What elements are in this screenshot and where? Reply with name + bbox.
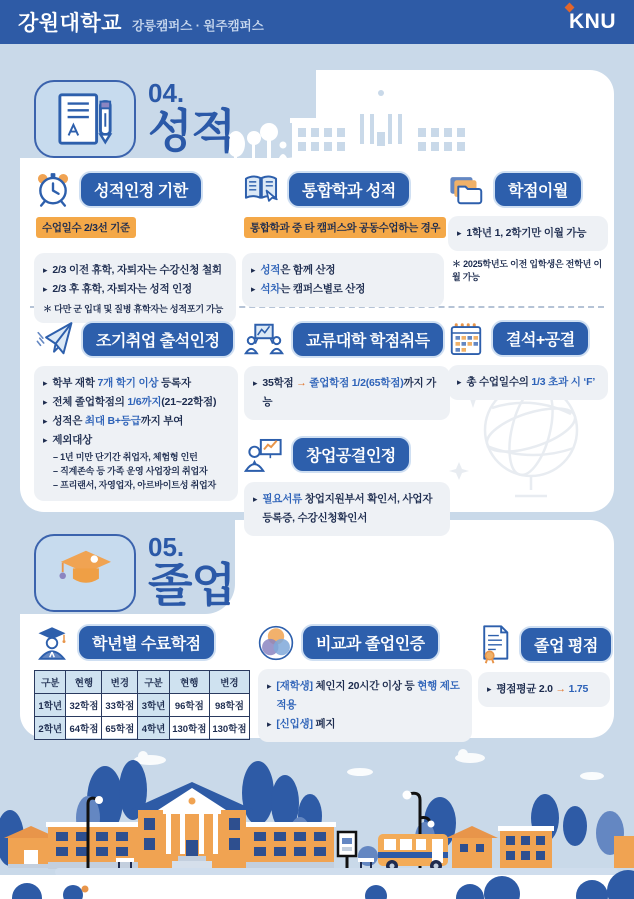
certificate-icon — [478, 624, 512, 664]
table-cell: 130학점 — [209, 717, 249, 740]
table-cell: 32학점 — [66, 694, 102, 717]
col-header: 현행 — [66, 671, 102, 694]
bullet-box — [258, 669, 472, 742]
section-grades — [20, 70, 614, 524]
campus-illustration — [0, 738, 634, 899]
graduation-cap-icon — [34, 534, 136, 612]
card-early-employment — [34, 320, 238, 501]
list-item: ▸ 석차는 캠퍼스별로 산정 — [251, 280, 435, 299]
card-title-badge: 졸업 평점 — [519, 626, 613, 663]
card-title-badge: 교류대학 학점취득 — [291, 321, 445, 358]
section05-title: 졸업 — [148, 559, 235, 611]
bullet-box — [448, 365, 608, 400]
section05-header — [34, 534, 235, 612]
bullet-marker: ▸ — [43, 396, 48, 407]
paper-plane-icon — [34, 320, 74, 358]
bullet-box — [448, 216, 608, 251]
bullet-marker: ▸ — [43, 378, 48, 388]
list-item: ▸ 평점평균 2.0 → 1.75 — [487, 680, 601, 699]
bullet-box — [478, 672, 610, 707]
knu-logo — [569, 10, 616, 34]
bullet-marker: ▸ — [251, 265, 256, 275]
table-row — [35, 694, 250, 717]
campus-building-silhouette — [226, 74, 536, 158]
graduate-icon — [34, 625, 70, 661]
card-absence — [448, 320, 608, 400]
startup-presentation-icon — [244, 436, 284, 474]
card-title-badge: 학점이월 — [493, 171, 583, 208]
table-cell: 64학점 — [66, 717, 102, 740]
card-completion-credits — [34, 624, 250, 740]
bullet-box — [244, 366, 450, 420]
university-name: 강원대학교 — [18, 12, 122, 35]
list-item: ▸ 제외대상 — [43, 431, 229, 450]
card-title-badge: 통합학과 성적 — [287, 171, 411, 208]
section05-number: 05. — [148, 532, 185, 562]
col-header: 변경 — [209, 671, 249, 694]
list-item: ▸ 필요서류 창업지원부서 확인서, 사업자등록증, 수강신청확인서 — [253, 490, 441, 528]
table-cell: 4학년 — [138, 717, 169, 740]
table-header-row — [35, 671, 250, 694]
col-header: 구분 — [138, 671, 169, 694]
section04-header — [34, 80, 235, 158]
table-cell: 3학년 — [138, 694, 169, 717]
table-cell: 2학년 — [35, 717, 66, 740]
bullet-marker: ▸ — [457, 377, 462, 387]
alarm-clock-icon — [34, 170, 72, 208]
list-item: ▸ 총 수업일수의 1/3 초과 시 ‘F’ — [457, 373, 599, 392]
card-graduation-gpa — [478, 624, 610, 707]
list-item: ▸ 35학점 → 졸업학점 1/2(65학점)까지 가능 — [253, 374, 441, 412]
card-grade-deadline — [34, 170, 236, 323]
bullet-box — [244, 482, 450, 536]
bullet-marker: ▸ — [43, 434, 48, 445]
open-book-icon — [242, 170, 280, 208]
bullet-marker: ▸ — [253, 493, 258, 504]
list-item: ▸ 성적은 최대 B+등급까지 부여 — [43, 412, 229, 431]
table-cell: 98학점 — [209, 694, 249, 717]
card-title-badge: 비교과 졸업인증 — [301, 624, 440, 661]
top-banner — [0, 0, 634, 44]
list-item: ▸ 2/3 이전 휴학, 자퇴자는 수강신청 철회 — [43, 261, 227, 280]
bullet-marker: ▸ — [487, 684, 492, 694]
list-item: ▸ 성적은 함께 산정 — [251, 261, 435, 280]
table-cell: 1학년 — [35, 694, 66, 717]
table-cell: 130학점 — [169, 717, 209, 740]
bullet-marker: ▸ — [267, 718, 272, 729]
bullet-marker: ▸ — [43, 283, 48, 294]
highlight-label: 통합학과 중 타 캠퍼스와 공동수업하는 경우 — [244, 217, 446, 238]
knu-logo-text: KNU — [569, 10, 616, 33]
exchange-board-icon — [244, 320, 284, 358]
list-item: ▸ 학부 재학 7개 학기 이상 등록자 — [43, 374, 229, 393]
list-item: ▸ [신입생] 폐지 — [267, 715, 463, 734]
list-item: ▸ [재학생] 체인지 20시간 이상 등 현행 제도 적용 — [267, 677, 463, 715]
bullet-marker: ▸ — [253, 378, 258, 388]
bullet-marker: ▸ — [43, 265, 48, 275]
bullet-box — [242, 253, 444, 307]
highlight-label: 수업일수 2/3선 기준 — [36, 217, 136, 238]
table-cell: 65학점 — [102, 717, 138, 740]
section04-title: 성적 — [148, 105, 235, 157]
table-row — [35, 717, 250, 740]
folders-icon — [448, 170, 486, 208]
campus-names: 강릉캠퍼스 · 원주캠퍼스 — [131, 18, 264, 33]
exclusion-sublist: – 1년 미만 단기간 취업자, 체험형 인턴 – 직계존속 등 가족 운영 사업장의 취업자 – 프리랜서, 자영업자, 아르바이트성 취업자 — [53, 451, 217, 491]
card-startup-absence — [244, 436, 450, 536]
list-item: ▸ 2/3 후 휴학, 자퇴자는 성적 인정 — [43, 280, 227, 299]
section-graduation — [20, 520, 614, 738]
card-credit-carryover — [448, 170, 608, 283]
footnote: ＊ 2025학년도 이전 입학생은 전학년 이월 가능 — [452, 258, 602, 282]
bullet-marker: ▸ — [43, 415, 48, 426]
document-pen-icon — [34, 80, 136, 158]
table-cell: 33학점 — [102, 694, 138, 717]
table-cell: 96학점 — [169, 694, 209, 717]
bullet-marker: ▸ — [251, 283, 256, 294]
list-item: ▸ 1학년 1, 2학기만 이월 가능 — [457, 224, 599, 243]
footnote: ＊ 다만 군 입대 및 질병 휴학자는 성적포기 가능 — [43, 303, 224, 314]
bullet-marker: ▸ — [267, 681, 272, 691]
card-exchange-credit — [244, 320, 450, 536]
calendar-icon — [448, 321, 484, 357]
card-extracurricular — [258, 624, 472, 742]
card-title-badge: 조기취업 출석인정 — [81, 321, 235, 358]
col-header: 현행 — [169, 671, 209, 694]
col-header: 구분 — [35, 671, 66, 694]
card-title-badge: 학년별 수료학점 — [77, 624, 216, 661]
card-title-badge: 성적인정 기한 — [79, 171, 203, 208]
card-title-badge: 결석+공결 — [491, 320, 590, 357]
card-title-badge: 창업공결인정 — [291, 436, 411, 473]
col-header: 변경 — [102, 671, 138, 694]
card-integrated-dept — [242, 170, 444, 307]
bullet-box — [34, 366, 238, 501]
bullet-box — [34, 253, 236, 323]
venn-diagram-icon — [258, 625, 294, 661]
section04-number: 04. — [148, 78, 185, 108]
list-item: ▸ 전체 졸업학점의 1/6까지(21~22학점) — [43, 393, 229, 412]
completion-credits-table — [34, 670, 250, 740]
bullet-marker: ▸ — [457, 228, 462, 238]
